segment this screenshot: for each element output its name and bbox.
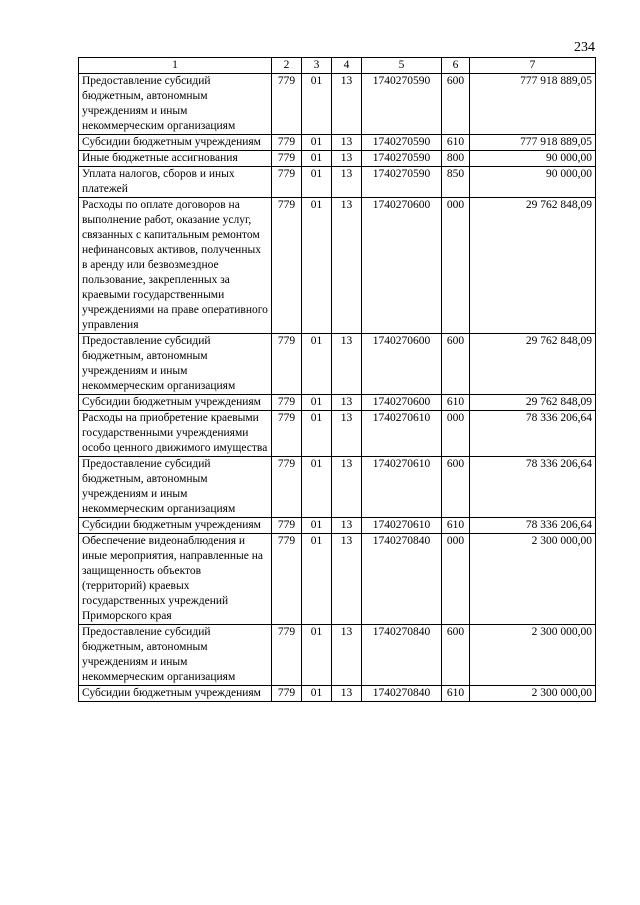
row-name-cell: Субсидии бюджетным учреждениям	[79, 395, 272, 411]
section-code-cell: 01	[302, 411, 332, 457]
amount-cell: 78 336 206,64	[470, 411, 596, 457]
ministry-code-cell: 779	[272, 74, 302, 135]
section-code-cell: 01	[302, 395, 332, 411]
row-name-cell: Предоставление субсидий бюджетным, автономным учреждениям и иным некоммерческим организациям	[79, 625, 272, 686]
ministry-code-cell: 779	[272, 411, 302, 457]
table-row	[79, 151, 596, 167]
table-row	[79, 457, 596, 518]
subsection-code-cell: 13	[332, 334, 362, 395]
target-article-cell: 1740270600	[362, 395, 442, 411]
column-header: 3	[302, 58, 332, 74]
subsection-code-cell: 13	[332, 534, 362, 625]
table-row	[79, 534, 596, 625]
row-name-cell: Субсидии бюджетным учреждениям	[79, 135, 272, 151]
table-row	[79, 686, 596, 702]
amount-cell: 29 762 848,09	[470, 395, 596, 411]
row-name-cell: Иные бюджетные ассигнования	[79, 151, 272, 167]
table-row	[79, 411, 596, 457]
subsection-code-cell: 13	[332, 395, 362, 411]
section-code-cell: 01	[302, 135, 332, 151]
subsection-code-cell: 13	[332, 135, 362, 151]
expense-type-cell: 610	[442, 686, 470, 702]
target-article-cell: 1740270600	[362, 334, 442, 395]
section-code-cell: 01	[302, 518, 332, 534]
table-row	[79, 334, 596, 395]
ministry-code-cell: 779	[272, 625, 302, 686]
expense-type-cell: 610	[442, 518, 470, 534]
row-name-cell: Предоставление субсидий бюджетным, автономным учреждениям и иным некоммерческим организациям	[79, 74, 272, 135]
table-row	[79, 198, 596, 334]
column-header: 5	[362, 58, 442, 74]
amount-cell: 78 336 206,64	[470, 518, 596, 534]
subsection-code-cell: 13	[332, 167, 362, 198]
row-name-cell: Субсидии бюджетным учреждениям	[79, 686, 272, 702]
target-article-cell: 1740270840	[362, 686, 442, 702]
expense-type-cell: 610	[442, 135, 470, 151]
ministry-code-cell: 779	[272, 151, 302, 167]
target-article-cell: 1740270610	[362, 457, 442, 518]
target-article-cell: 1740270600	[362, 198, 442, 334]
subsection-code-cell: 13	[332, 411, 362, 457]
expense-type-cell: 600	[442, 334, 470, 395]
subsection-code-cell: 13	[332, 74, 362, 135]
column-header: 1	[79, 58, 272, 74]
amount-cell: 29 762 848,09	[470, 334, 596, 395]
column-header: 7	[470, 58, 596, 74]
table-row	[79, 395, 596, 411]
budget-table	[78, 57, 596, 702]
subsection-code-cell: 13	[332, 686, 362, 702]
subsection-code-cell: 13	[332, 151, 362, 167]
section-code-cell: 01	[302, 686, 332, 702]
ministry-code-cell: 779	[272, 534, 302, 625]
table-row	[79, 625, 596, 686]
amount-cell: 777 918 889,05	[470, 135, 596, 151]
target-article-cell: 1740270840	[362, 534, 442, 625]
column-header: 2	[272, 58, 302, 74]
subsection-code-cell: 13	[332, 518, 362, 534]
expense-type-cell: 000	[442, 534, 470, 625]
table-row	[79, 74, 596, 135]
target-article-cell: 1740270590	[362, 167, 442, 198]
section-code-cell: 01	[302, 625, 332, 686]
subsection-code-cell: 13	[332, 457, 362, 518]
target-article-cell: 1740270610	[362, 518, 442, 534]
amount-cell: 2 300 000,00	[470, 625, 596, 686]
table-row	[79, 167, 596, 198]
ministry-code-cell: 779	[272, 167, 302, 198]
target-article-cell: 1740270610	[362, 411, 442, 457]
row-name-cell: Предоставление субсидий бюджетным, автономным учреждениям и иным некоммерческим организациям	[79, 457, 272, 518]
expense-type-cell: 800	[442, 151, 470, 167]
ministry-code-cell: 779	[272, 518, 302, 534]
section-code-cell: 01	[302, 167, 332, 198]
ministry-code-cell: 779	[272, 457, 302, 518]
target-article-cell: 1740270590	[362, 135, 442, 151]
expense-type-cell: 000	[442, 411, 470, 457]
expense-type-cell: 600	[442, 457, 470, 518]
amount-cell: 90 000,00	[470, 151, 596, 167]
section-code-cell: 01	[302, 74, 332, 135]
row-name-cell: Предоставление субсидий бюджетным, автономным учреждениям и иным некоммерческим организациям	[79, 334, 272, 395]
ministry-code-cell: 779	[272, 334, 302, 395]
row-name-cell: Расходы на приобретение краевыми государственными учреждениями особо ценного движимого имущества	[79, 411, 272, 457]
page-number: 234	[574, 40, 595, 55]
expense-type-cell: 850	[442, 167, 470, 198]
expense-type-cell: 000	[442, 198, 470, 334]
amount-cell: 29 762 848,09	[470, 198, 596, 334]
expense-type-cell: 600	[442, 625, 470, 686]
section-code-cell: 01	[302, 198, 332, 334]
expense-type-cell: 610	[442, 395, 470, 411]
amount-cell: 777 918 889,05	[470, 74, 596, 135]
amount-cell: 90 000,00	[470, 167, 596, 198]
row-name-cell: Субсидии бюджетным учреждениям	[79, 518, 272, 534]
table-row	[79, 518, 596, 534]
table-header-row	[79, 58, 596, 74]
ministry-code-cell: 779	[272, 395, 302, 411]
amount-cell: 2 300 000,00	[470, 534, 596, 625]
amount-cell: 2 300 000,00	[470, 686, 596, 702]
amount-cell: 78 336 206,64	[470, 457, 596, 518]
section-code-cell: 01	[302, 534, 332, 625]
target-article-cell: 1740270590	[362, 74, 442, 135]
section-code-cell: 01	[302, 457, 332, 518]
expense-type-cell: 600	[442, 74, 470, 135]
row-name-cell: Расходы по оплате договоров на выполнение работ, оказание услуг, связанных с капитальным ремонтом нефинансовых активов, полученных в аренду или безвозмездное пользование, закрепленных за краевыми государственными учреждениями на праве оперативного управления	[79, 198, 272, 334]
ministry-code-cell: 779	[272, 135, 302, 151]
target-article-cell: 1740270590	[362, 151, 442, 167]
target-article-cell: 1740270840	[362, 625, 442, 686]
ministry-code-cell: 779	[272, 686, 302, 702]
row-name-cell: Обеспечение видеонаблюдения и иные мероприятия, направленные на защищенность объектов (территорий) краевых государственных учреждений Приморского края	[79, 534, 272, 625]
section-code-cell: 01	[302, 334, 332, 395]
section-code-cell: 01	[302, 151, 332, 167]
subsection-code-cell: 13	[332, 198, 362, 334]
column-header: 4	[332, 58, 362, 74]
subsection-code-cell: 13	[332, 625, 362, 686]
ministry-code-cell: 779	[272, 198, 302, 334]
row-name-cell: Уплата налогов, сборов и иных платежей	[79, 167, 272, 198]
column-header: 6	[442, 58, 470, 74]
table-row	[79, 135, 596, 151]
